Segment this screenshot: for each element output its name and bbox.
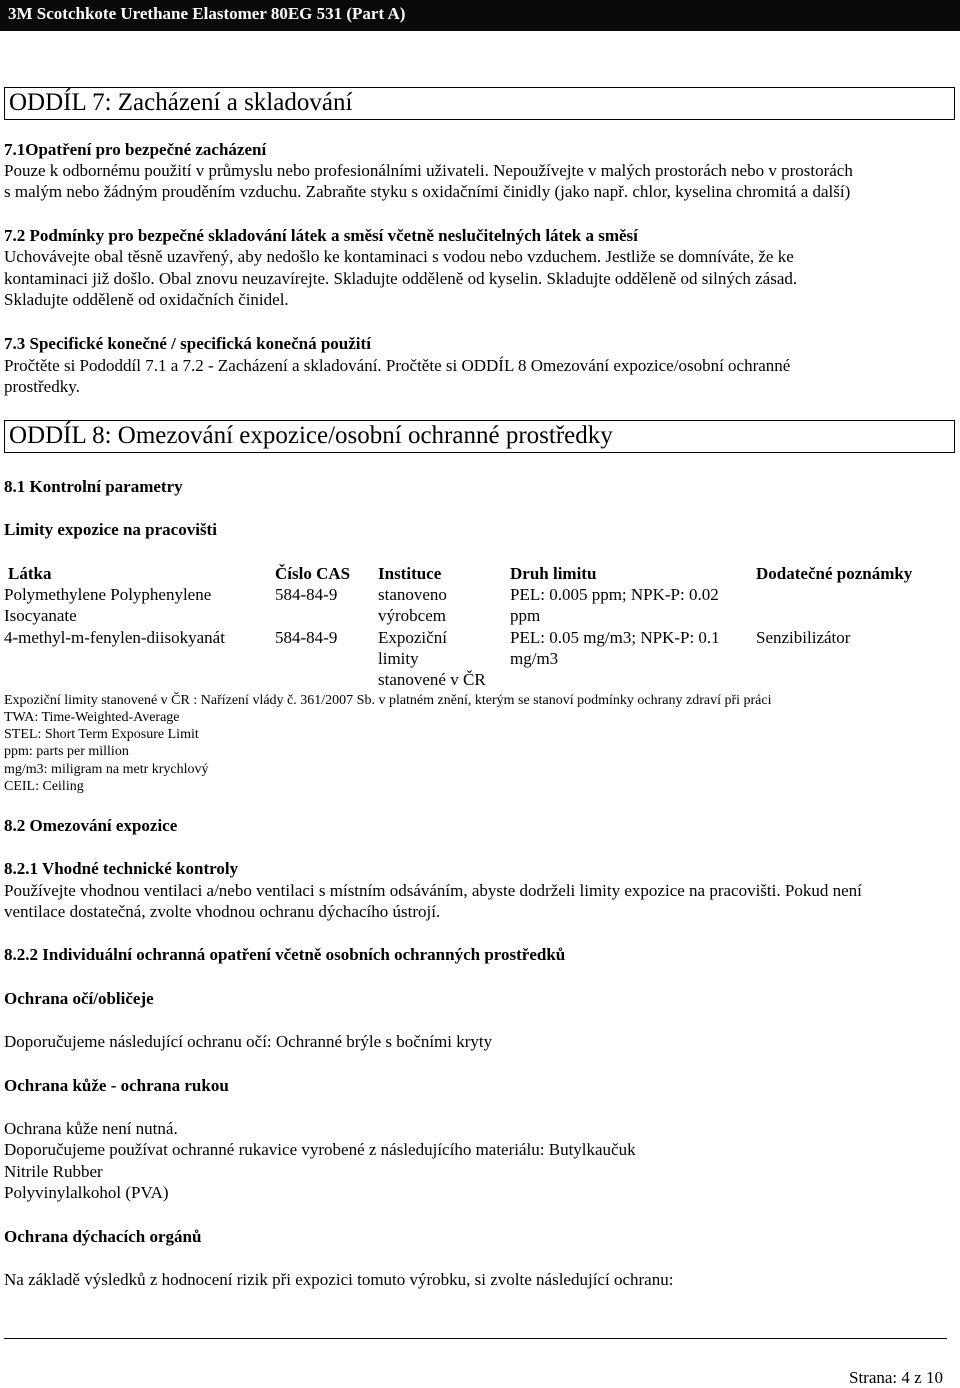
s73-line-2: prostředky. — [4, 377, 80, 396]
s82-title: 8.2 Omezování expozice — [4, 816, 178, 835]
row1-substance-2: Isocyanate — [4, 606, 77, 625]
section8-heading — [4, 420, 955, 453]
footer-divider — [4, 1338, 947, 1339]
s72-line-2: kontaminaci již došlo. Obal znovu neuzavírejte. Skladujte odděleně od kyselin. Skladujte odděleně od silných zásad. — [4, 269, 798, 288]
s73-title: 7.3 Specifické konečné / specifická konečná použití — [4, 334, 371, 353]
footnote-ceil: CEIL: Ceiling — [4, 779, 84, 794]
skin-line-2: Doporučujeme používat ochranné rukavice vyrobené z následujícího materiálu: Butylkaučuk — [4, 1140, 636, 1159]
s81-title: 8.1 Kontrolní parametry — [4, 477, 183, 496]
s73-line-1: Pročtěte si Pododdíl 7.1 a 7.2 - Zacházení a skladování. Pročtěte si ODDÍL 8 Omezování expozice/osobní ochranné — [4, 356, 791, 375]
footnote-twa: TWA: Time-Weighted-Average — [4, 710, 180, 725]
s72-line-1: Uchovávejte obal těsně uzavřený, aby nedošlo ke kontaminaci s vodou nebo vzduchem. Jestliže se domníváte, že ke — [4, 247, 794, 266]
row2-limit-2: mg/m3 — [510, 649, 559, 668]
table-header-notes: Dodatečné poznámky — [756, 564, 913, 583]
row1-institution-2: výrobcem — [378, 606, 446, 625]
s71-line-1: Pouze k odbornému použití v průmyslu nebo profesionálními uživateli. Nepoužívejte v malých prostorách nebo v prostorách — [4, 161, 853, 180]
row2-substance-1: 4-methyl-m-fenylen-diisokyanát — [4, 628, 225, 647]
limits-title: Limity expozice na pracovišti — [4, 520, 217, 539]
footnote-legal: Expoziční limity stanovené v ČR : Nařízení vlády č. 361/2007 Sb. v platném znění, kterým se stanoví podmínky ochrany zdraví při práci — [4, 693, 772, 708]
s71-line-2: s malým nebo žádným prouděním vzduchu. Zabraňte styku s oxidačními činidly (jako např. chlor, kyselina chromitá a další) — [4, 182, 851, 201]
row2-cas: 584-84-9 — [275, 628, 338, 647]
page-number: Strana: 4 z 10 — [849, 1368, 943, 1387]
row2-institution-2: limity — [378, 649, 419, 668]
section7-heading — [4, 87, 955, 120]
skin-line-1: Ochrana kůže není nutná. — [4, 1119, 178, 1138]
s72-title: 7.2 Podmínky pro bezpečné skladování látek a směsí včetně neslučitelných látek a směsí — [4, 226, 638, 245]
s821-line-2: ventilace dostatečná, zvolte vhodnou ochranu dýchacího ústrojí. — [4, 902, 441, 921]
section8-title: ODDÍL 8: Omezování expozice/osobní ochranné prostředky — [9, 422, 613, 449]
eye-protection-text: Doporučujeme následující ochranu očí: Ochranné brýle s bočními kryty — [4, 1032, 493, 1051]
skin-protection-title: Ochrana kůže - ochrana rukou — [4, 1076, 229, 1095]
footnote-stel: STEL: Short Term Exposure Limit — [4, 727, 199, 742]
s821-line-1: Používejte vhodnou ventilaci a/nebo ventilaci s místním odsáváním, abyste dodrželi limity expozice na pracovišti. Pokud není — [4, 881, 862, 900]
table-header-substance: Látka — [8, 564, 52, 583]
s72-line-3: Skladujte odděleně od oxidačních činidel. — [4, 290, 289, 309]
respiratory-protection-title: Ochrana dýchacích orgánů — [4, 1227, 202, 1246]
row1-limit-1: PEL: 0.005 ppm; NPK-P: 0.02 — [510, 585, 719, 604]
row2-institution-1: Expoziční — [378, 628, 447, 647]
row1-institution-1: stanoveno — [378, 585, 447, 604]
s71-title: 7.1Opatření pro bezpečné zacházení — [4, 140, 267, 159]
table-header-limit: Druh limitu — [510, 564, 597, 583]
document-header — [0, 0, 960, 31]
document-title: 3M Scotchkote Urethane Elastomer 80EG 531 (Part A) — [8, 4, 406, 23]
s822-title: 8.2.2 Individuální ochranná opatření včetně osobních ochranných prostředků — [4, 945, 566, 964]
table-header-cas: Číslo CAS — [275, 564, 351, 583]
table-header-institution: Instituce — [378, 564, 442, 583]
s821-title: 8.2.1 Vhodné technické kontroly — [4, 859, 239, 878]
skin-line-4: Polyvinylalkohol (PVA) — [4, 1183, 169, 1202]
row1-limit-2: ppm — [510, 606, 541, 625]
row2-limit-1: PEL: 0.05 mg/m3; NPK-P: 0.1 — [510, 628, 720, 647]
footnote-mgm3: mg/m3: miligram na metr krychlový — [4, 762, 209, 777]
row2-institution-3: stanovené v ČR — [378, 670, 486, 689]
section7-title: ODDÍL 7: Zacházení a skladování — [9, 89, 353, 116]
row1-cas: 584-84-9 — [275, 585, 338, 604]
eye-protection-title: Ochrana očí/obličeje — [4, 989, 154, 1008]
row2-notes: Senzibilizátor — [756, 628, 851, 647]
row1-substance-1: Polymethylene Polyphenylene — [4, 585, 212, 604]
skin-line-3: Nitrile Rubber — [4, 1162, 103, 1181]
respiratory-protection-text: Na základě výsledků z hodnocení rizik při expozici tomuto výrobku, si zvolte následující ochranu: — [4, 1270, 674, 1289]
footnote-ppm: ppm: parts per million — [4, 744, 129, 759]
